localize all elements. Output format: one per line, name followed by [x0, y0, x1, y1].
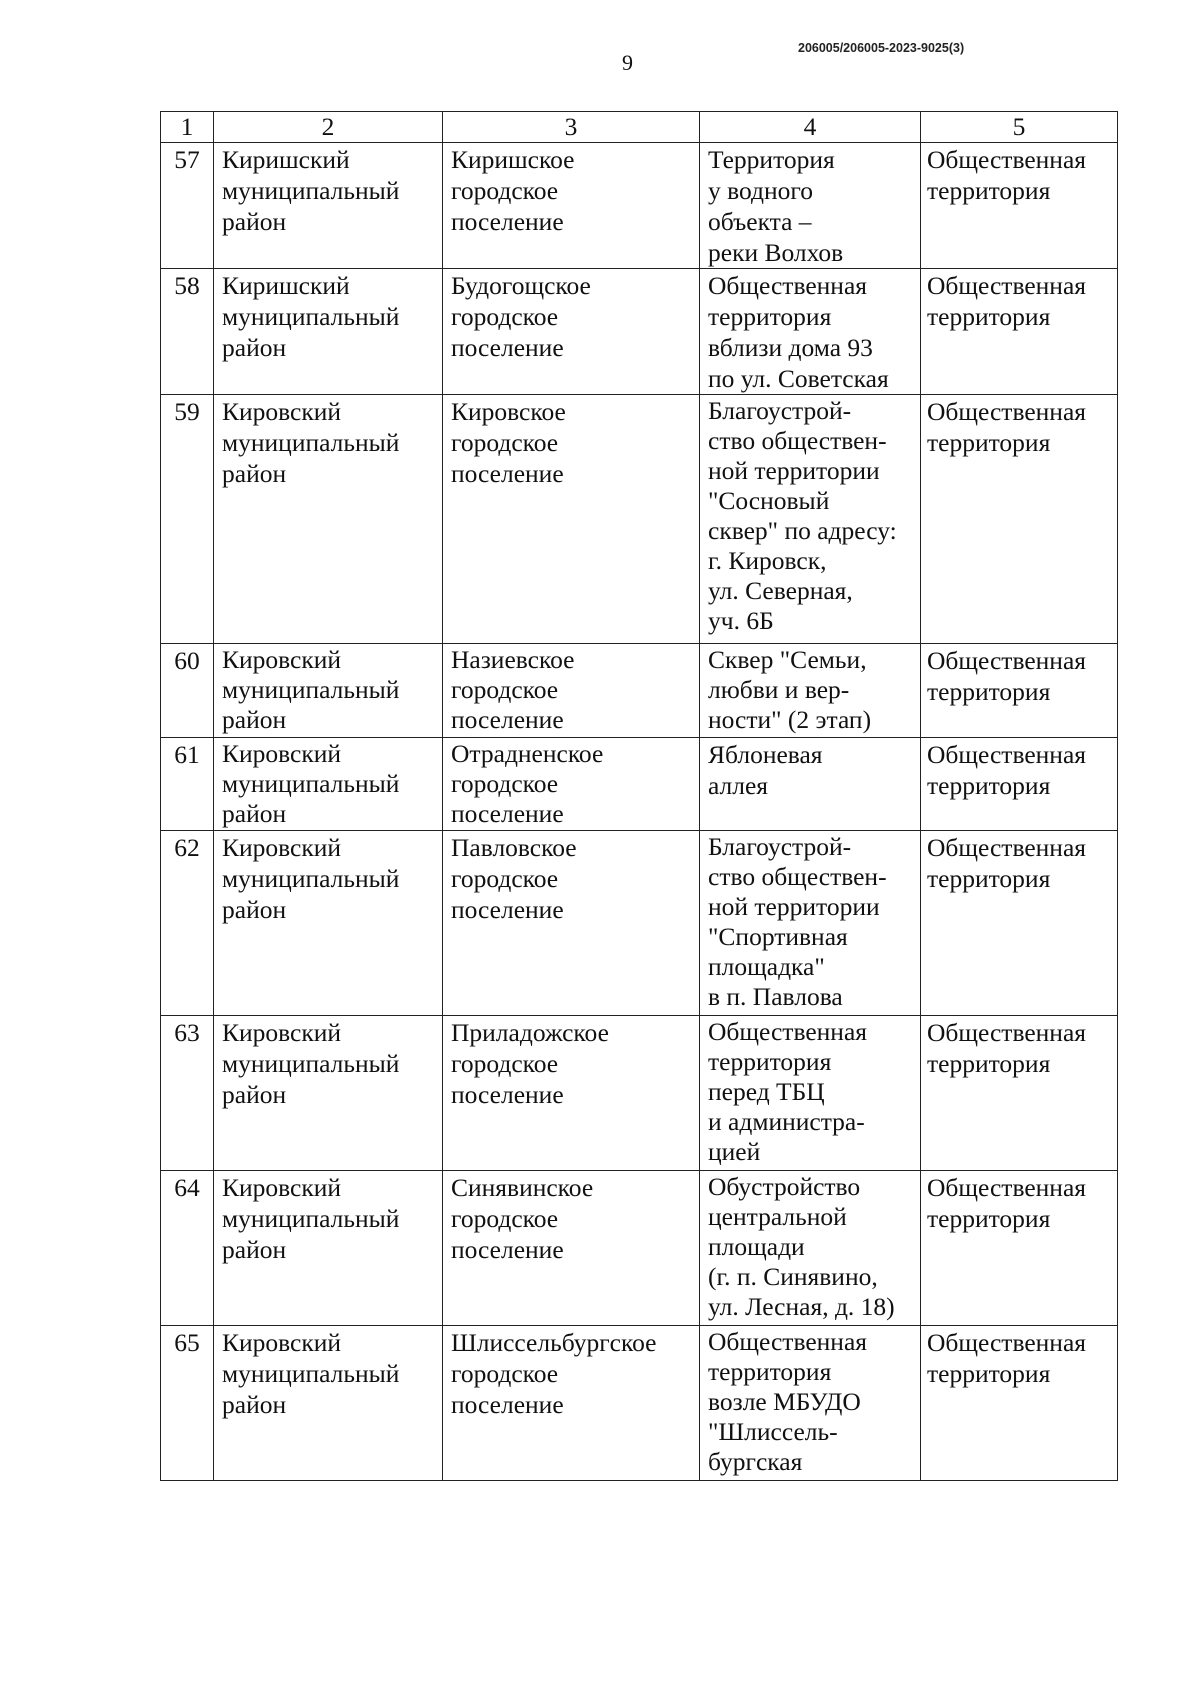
type-cell	[921, 269, 1118, 395]
object-text: Общественная территория вблизи дома 93 по ул. Советская	[708, 271, 889, 393]
row-number: 57	[161, 143, 214, 269]
object-text: Общественная территория перед ТБЦ и администра- цией	[708, 1017, 867, 1166]
column-header: 5	[921, 112, 1118, 143]
district-cell	[214, 1326, 443, 1481]
settlement-cell	[443, 644, 700, 738]
object-cell	[700, 644, 921, 738]
object-cell	[700, 1171, 921, 1326]
row-number: 64	[161, 1171, 214, 1326]
settlement-text: Шлиссельбургское городское поселение	[451, 1328, 657, 1419]
settlement-cell	[443, 395, 700, 644]
district-cell	[214, 395, 443, 644]
district-cell	[214, 644, 443, 738]
settlement-text: Павловское городское поселение	[451, 833, 577, 924]
row-number: 60	[161, 644, 214, 738]
district-text: Кировский муниципальный район	[222, 1018, 400, 1109]
object-cell	[700, 1326, 921, 1481]
object-text: Сквер "Семьи, любви и вер- ности" (2 этап)	[708, 645, 872, 734]
type-cell	[921, 1171, 1118, 1326]
territory-table	[160, 111, 1118, 1481]
type-text: Общественная территория	[927, 1018, 1086, 1078]
type-text: Общественная территория	[927, 1173, 1086, 1233]
document-id: 206005/206005-2023-9025(3)	[798, 41, 965, 55]
type-cell	[921, 143, 1118, 269]
district-text: Кировский муниципальный район	[222, 739, 400, 828]
settlement-text: Назиевское городское поселение	[451, 645, 575, 734]
row-number: 65	[161, 1326, 214, 1481]
type-cell	[921, 395, 1118, 644]
district-cell	[214, 143, 443, 269]
district-cell	[214, 831, 443, 1016]
district-text: Кировский муниципальный район	[222, 1173, 400, 1264]
type-cell	[921, 1326, 1118, 1481]
district-text: Кировский муниципальный район	[222, 833, 400, 924]
settlement-cell	[443, 1326, 700, 1481]
object-text: Яблоневая аллея	[708, 740, 823, 800]
district-text: Кировский муниципальный район	[222, 645, 400, 734]
settlement-cell	[443, 269, 700, 395]
type-text: Общественная территория	[927, 1328, 1086, 1388]
table-row	[161, 143, 1118, 269]
object-text: Общественная территория возле МБУДО "Шлиссель- бургская	[708, 1327, 867, 1476]
district-text: Кировский муниципальный район	[222, 1328, 400, 1419]
column-header: 4	[700, 112, 921, 143]
type-cell	[921, 831, 1118, 1016]
district-text: Киришский муниципальный район	[222, 145, 400, 236]
table-row	[161, 644, 1118, 738]
column-header: 3	[443, 112, 700, 143]
table-row	[161, 831, 1118, 1016]
object-text: Благоустрой- ство обществен- ной территории "Сосновый сквер" по адресу: г. Кировск, ул. Северная, уч. 6Б	[708, 396, 897, 635]
object-text: Обустройство центральной площади (г. п. Синявино, ул. Лесная, д. 18)	[708, 1172, 895, 1321]
settlement-cell	[443, 738, 700, 831]
object-cell	[700, 143, 921, 269]
type-text: Общественная территория	[927, 397, 1086, 457]
row-number: 58	[161, 269, 214, 395]
column-header: 2	[214, 112, 443, 143]
object-cell	[700, 831, 921, 1016]
settlement-cell	[443, 143, 700, 269]
row-number: 61	[161, 738, 214, 831]
table-row	[161, 1326, 1118, 1481]
settlement-cell	[443, 1016, 700, 1171]
type-text: Общественная территория	[927, 271, 1086, 331]
type-cell	[921, 644, 1118, 738]
settlement-text: Кировское городское поселение	[451, 397, 566, 488]
district-text: Кировский муниципальный район	[222, 397, 400, 488]
object-cell	[700, 1016, 921, 1171]
row-number: 59	[161, 395, 214, 644]
type-text: Общественная территория	[927, 646, 1086, 706]
type-cell	[921, 1016, 1118, 1171]
type-text: Общественная территория	[927, 740, 1086, 800]
settlement-text: Киришское городское поселение	[451, 145, 575, 236]
object-cell	[700, 738, 921, 831]
district-cell	[214, 1171, 443, 1326]
settlement-text: Синявинское городское поселение	[451, 1173, 594, 1264]
object-cell	[700, 269, 921, 395]
row-number: 63	[161, 1016, 214, 1171]
object-cell	[700, 395, 921, 644]
settlement-text: Приладожское городское поселение	[451, 1018, 609, 1109]
type-text: Общественная территория	[927, 833, 1086, 893]
table-row	[161, 395, 1118, 644]
settlement-text: Отрадненское городское поселение	[451, 739, 604, 828]
table-row	[161, 1171, 1118, 1326]
settlement-cell	[443, 1171, 700, 1326]
district-cell	[214, 269, 443, 395]
type-cell	[921, 738, 1118, 831]
settlement-text: Будогощское городское поселение	[451, 271, 591, 362]
table-row	[161, 1016, 1118, 1171]
object-text: Благоустрой- ство обществен- ной территории "Спортивная площадка" в п. Павлова	[708, 832, 887, 1011]
district-text: Киришский муниципальный район	[222, 271, 400, 362]
type-text: Общественная территория	[927, 145, 1086, 205]
table-row	[161, 269, 1118, 395]
settlement-cell	[443, 831, 700, 1016]
object-text: Территория у водного объекта – реки Волхов	[708, 145, 844, 267]
column-header: 1	[161, 112, 214, 143]
table-header-row	[161, 112, 1118, 143]
district-cell	[214, 738, 443, 831]
table-row	[161, 738, 1118, 831]
row-number: 62	[161, 831, 214, 1016]
page-number: 9	[622, 50, 633, 75]
district-cell	[214, 1016, 443, 1171]
